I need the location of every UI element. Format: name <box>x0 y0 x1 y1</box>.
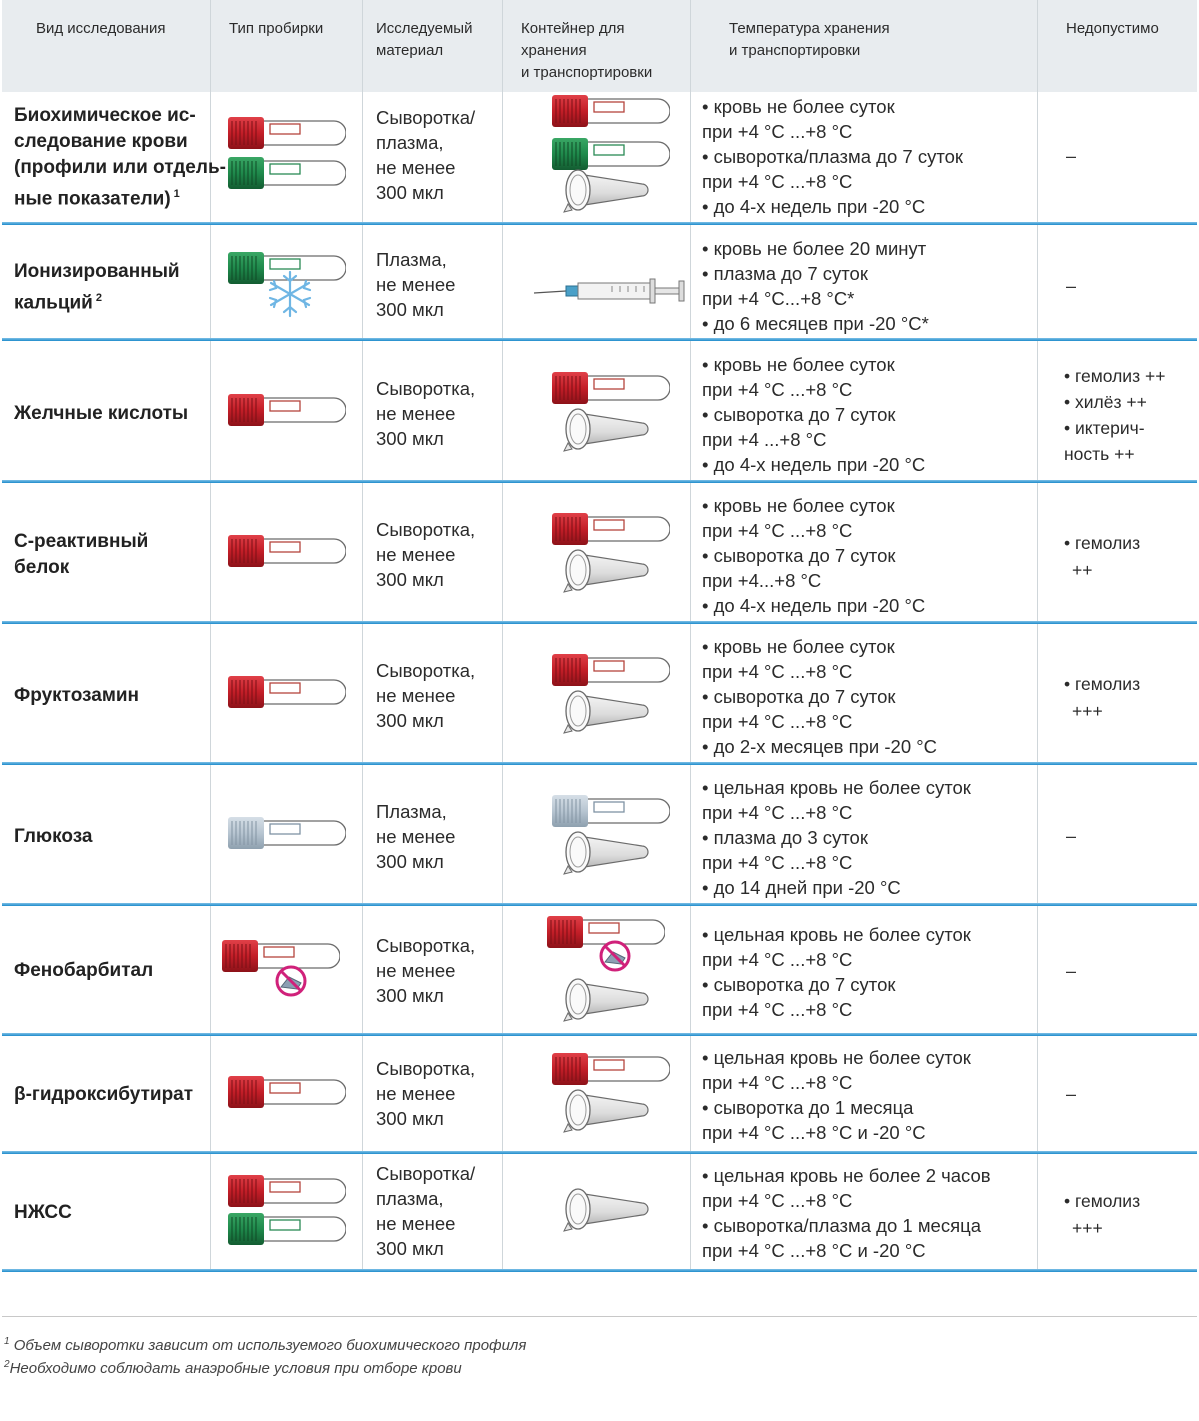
no-gel-icon <box>599 940 633 974</box>
row-7-material: Сыворотка, не менее 300 мкл <box>376 935 476 1006</box>
header-col-material: Исследуемый материал <box>376 20 473 59</box>
syringe-icon <box>532 276 688 306</box>
cone-container-icon <box>562 975 652 1025</box>
row-8-material: Сыворотка, не менее 300 мкл <box>376 1058 476 1129</box>
row-1-temperature: • кровь не более суток при +4 °С ...+8 °С • сыворотка/плазма до 7 суток при +4 °С ...+8 °С • до 4-х недель при -20 °С <box>702 96 963 217</box>
red-tube-icon <box>550 370 670 406</box>
row-9-forbidden: • гемолиз +++ <box>1064 1191 1141 1238</box>
row-7-temperature: • цельная кровь не более суток при +4 °С ...+8 °С • сыворотка до 7 суток при +4 °С ...+8 °С <box>702 924 971 1020</box>
row-4-material: Сыворотка, не менее 300 мкл <box>376 519 476 590</box>
column-divider <box>690 0 691 1272</box>
row-7-forbidden: – <box>1066 961 1077 981</box>
row-9-temperature: • цельная кровь не более 2 часов при +4 °С ...+8 °С • сыворотка/плазма до 1 месяца при +4 °С ...+8 °С и -20 °С <box>702 1165 991 1261</box>
row-separator <box>2 903 1197 906</box>
header-col-forbidden: Недопустимо <box>1066 20 1159 37</box>
red-tube-icon <box>226 674 346 710</box>
row-1-forbidden: – <box>1066 146 1077 166</box>
row-3-material: Сыворотка, не менее 300 мкл <box>376 378 476 449</box>
column-divider <box>1037 0 1038 1272</box>
row-2-temperature: • кровь не более 20 минут • плазма до 7 суток при +4 °С...+8 °С* • до 6 месяцев при -20 °С* <box>702 238 929 334</box>
row-5-test-name: Фруктозамин <box>14 685 140 706</box>
red-tube-icon <box>550 1051 670 1087</box>
row-4-temperature: • кровь не более суток при +4 °С ...+8 °С • сыворотка до 7 суток при +4...+8 °С • до 4-х недель при -20 °С <box>702 495 926 616</box>
grey-tube-icon <box>550 793 670 829</box>
red-tube-icon <box>226 533 346 569</box>
row-2-material: Плазма, не менее 300 мкл <box>376 249 456 320</box>
row-1-test-name: Биохимическое ис- следование крови (профили или отдель- ные показатели) $^1$ <box>14 105 226 210</box>
cone-container-icon <box>562 166 652 216</box>
red-tube-icon <box>550 652 670 688</box>
row-6-test-name: Глюкоза <box>14 826 93 847</box>
header-col-temperature: Температура хранения и транспортировки <box>729 20 890 59</box>
cone-container-icon <box>562 405 652 455</box>
row-5-material: Сыворотка, не менее 300 мкл <box>376 660 476 731</box>
row-separator <box>2 762 1197 765</box>
header-col-container: Контейнер для хранения и транспортировки <box>521 20 653 81</box>
row-3-temperature: • кровь не более суток при +4 °С ...+8 °С • сыворотка до 7 суток при +4 ...+8 °С • до 4-х недель при -20 °С <box>702 354 926 475</box>
red-tube-icon <box>550 93 670 129</box>
row-4-test-name: С-реактивный белок <box>14 531 149 578</box>
header-col-test: Вид исследования <box>36 20 166 37</box>
column-divider <box>362 0 363 1272</box>
row-separator <box>2 1033 1197 1036</box>
header-col-tube: Тип пробирки <box>229 20 324 37</box>
cone-container-icon <box>562 546 652 596</box>
row-separator <box>2 1269 1197 1272</box>
cone-container-icon <box>562 828 652 878</box>
row-1-material: Сыворотка/ плазма, не менее 300 мкл <box>376 107 476 203</box>
row-7-test-name: Фенобарбитал <box>14 960 154 981</box>
cone-container-icon <box>562 1086 652 1136</box>
footnote-divider <box>2 1316 1197 1317</box>
footnote-2: $^2$Необходимо соблюдать анаэробные условия при отборе крови <box>4 1359 462 1377</box>
red-tube-icon <box>226 115 346 151</box>
row-2-forbidden: – <box>1066 276 1077 296</box>
red-tube-icon <box>550 511 670 547</box>
row-separator <box>2 621 1197 624</box>
snowflake-icon <box>264 268 316 320</box>
red-tube-icon <box>226 1074 346 1110</box>
row-5-temperature: • кровь не более суток при +4 °С ...+8 °С • сыворотка до 7 суток при +4 °С ...+8 °С • до 2-х месяцев при -20 °С <box>702 636 938 757</box>
row-9-material: Сыворотка/ плазма, не менее 300 мкл <box>376 1163 476 1259</box>
row-6-material: Плазма, не менее 300 мкл <box>376 801 456 872</box>
row-3-forbidden: • гемолиз ++ • хилёз ++ • иктерич- ность ++ <box>1064 366 1166 464</box>
footnote-1: $^1$ Объем сыворотки зависит от используемого биохимического профиля <box>4 1336 527 1354</box>
red-tube-icon <box>226 1173 346 1209</box>
row-separator <box>2 338 1197 341</box>
row-6-forbidden: – <box>1066 826 1077 846</box>
row-4-forbidden: • гемолиз ++ <box>1064 533 1141 580</box>
no-gel-icon <box>275 965 309 999</box>
row-8-temperature: • цельная кровь не более суток при +4 °С ...+8 °С • сыворотка до 1 месяца при +4 °С ...+8 °С и -20 °С <box>702 1047 971 1143</box>
row-3-test-name: Желчные кислоты <box>14 403 189 424</box>
row-5-forbidden: • гемолиз +++ <box>1064 674 1141 721</box>
row-9-test-name: НЖСС <box>14 1202 72 1223</box>
row-6-temperature: • цельная кровь не более суток при +4 °С ...+8 °С • плазма до 3 суток при +4 °С ...+8 °С • до 14 дней при -20 °С <box>702 777 971 898</box>
row-separator <box>2 222 1197 225</box>
row-separator <box>2 480 1197 483</box>
grey-tube-icon <box>226 815 346 851</box>
column-divider <box>502 0 503 1272</box>
row-8-forbidden: – <box>1066 1084 1077 1104</box>
green-tube-icon <box>226 155 346 191</box>
red-tube-icon <box>226 392 346 428</box>
row-2-test-name: Ионизированный кальций $^2$ <box>14 261 180 314</box>
cone-container-icon <box>562 687 652 737</box>
green-tube-icon <box>226 1211 346 1247</box>
row-separator <box>2 1151 1197 1154</box>
row-8-test-name: β-гидроксибутират <box>14 1084 194 1105</box>
cone-container-icon <box>562 1185 652 1235</box>
